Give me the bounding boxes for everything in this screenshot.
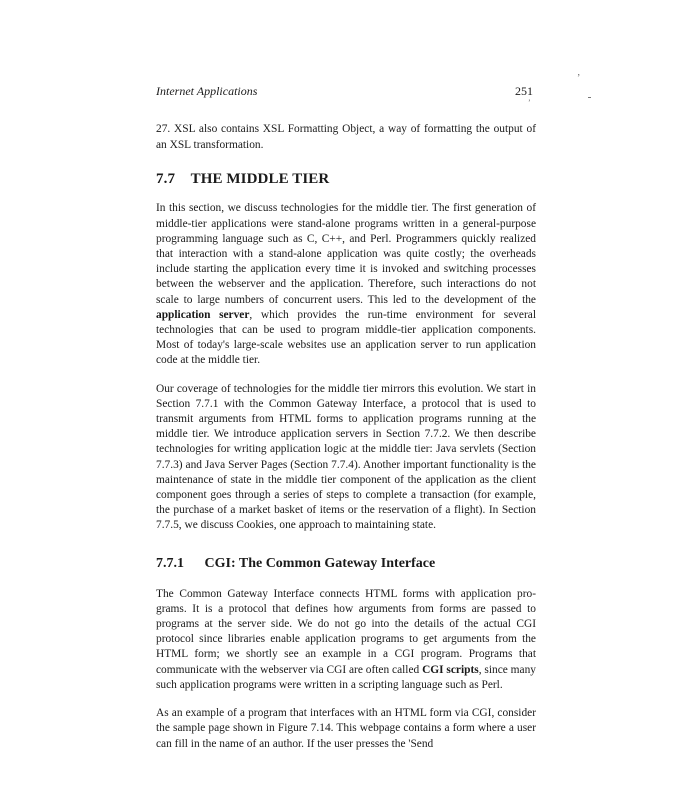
- paragraph-text: The Common Gateway Interface connects HTML forms with application programs. It is a protocol that defines how arguments from forms are passed to programs at the server side. We do not go into the details of the actual CGI protocol since libraries enable application programs to get arguments from the HTML form; we shortly see an example in a CGI program. Programs that communicate with the webserver via CGI are often called: [156, 587, 536, 676]
- footnote: 27. XSL also contains XSL Formatting Object, a way of formatting the output of an XSL transformation.: [156, 123, 536, 152]
- page-content: [156, 84, 536, 763]
- subsection-heading: [156, 555, 536, 573]
- paragraph-text: , which provides the run-time environment for several technologies that can be used to program middle-tier application components. Most of today's large-scale websites use an application server to run application code at the middle tier.: [156, 308, 536, 367]
- paragraph-text: , since many such application programs were written in a scripting language such as Perl.: [156, 663, 536, 691]
- subsection-number: 7.7.1: [156, 555, 184, 571]
- bold-term-cgi-scripts: CGI scripts: [422, 663, 479, 676]
- paragraph-text: In this section, we discuss technologies for the middle tier. The first generation of middle-tier applications were stand-alone programs written in a general-purpose programming language such as C, C++, and Perl. Programmers quickly realized that interaction with a stand-alone application was quite costly; the overheads include starting the application every time it is invoked and switching processes between the webserver and the application. Therefore, such interactions do not scale to large numbers of concurrent users. This led to the development of the: [156, 202, 536, 306]
- paragraph-middle-tier-intro: [156, 201, 536, 368]
- page-number: 251: [515, 84, 533, 98]
- margin-dot: [588, 97, 591, 98]
- section-heading: [156, 170, 536, 188]
- bold-term-application-server: application server: [156, 308, 250, 321]
- subsection-title: CGI: The Common Gateway Interface: [204, 555, 436, 571]
- section-number: 7.7: [156, 171, 176, 188]
- running-head: [156, 84, 536, 102]
- paragraph-cgi-definition: [156, 587, 536, 693]
- running-title: Internet Applications: [156, 84, 258, 98]
- paragraph-cgi-example: As an example of a program that interfaces with an HTML form via CGI, consider the sample page shown in Figure 7.14. This webpage contains a form where a user can fill in the name of an author. If the user presses the 'Send: [156, 707, 536, 750]
- margin-mark: ʼ: [577, 73, 581, 84]
- section-title: THE MIDDLE TIER: [190, 171, 330, 188]
- page-number-mark: ʼ: [528, 98, 531, 107]
- paragraph-coverage: Our coverage of technologies for the middle tier mirrors this evolution. We start in Section 7.7.1 with the Common Gateway Interface, a protocol that is used to transmit arguments from HTML forms to application programs running at the middle tier. We introduce application servers in Section 7.7.2. We then describe technologies for writing application logic at the middle tier: Java servlets (Section 7.7.3) and Java Server Pages (Section 7.7.4). Another important functionality is the maintenance of state in the middle tier component of the application as the client component goes through a series of steps to complete a transaction (for example, the purchase of a market basket of items or the reservation of a flight). In Section 7.7.5, we discuss Cookies, one approach to maintaining state.: [156, 382, 536, 532]
